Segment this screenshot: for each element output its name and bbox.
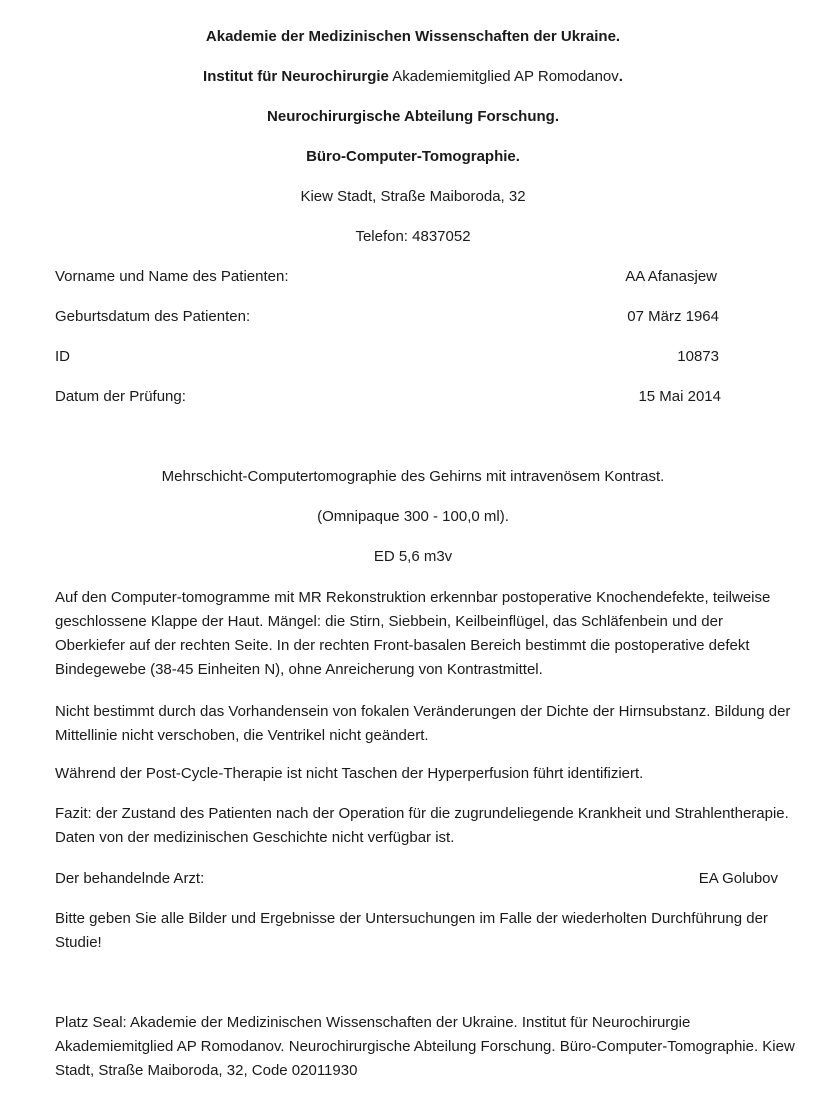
findings-paragraph-1: Auf den Computer-tomogramme mit MR Rekonstruktion erkennbar postoperative Knochendefekte, teilweise geschlossene Klappe der Haut. Mängel: die Stirn, Siebbein, Keilbeinflügel, das Schläfenbein und der Oberkiefer auf der rechten Seite. In der rechten Front-basalen Bereich bestimmt die postoperative defekt Bindegewebe (38-45 Einheiten N), ohne Anreicherung von Kontrastmittel. xyxy=(55,589,771,678)
header-academy: Akademie der Medizinischen Wissenschaften der Ukraine. xyxy=(205,28,621,45)
patient-dob-value: 07 März 1964 xyxy=(627,308,719,325)
header-department: Neurochirurgische Abteilung Forschung. xyxy=(267,108,559,125)
exam-date-label: Datum der Prüfung: xyxy=(55,388,186,405)
exam-date-value: 15 Mai 2014 xyxy=(638,388,721,405)
patient-name-value: AA Afanasjew xyxy=(625,268,717,285)
doctor-label: Der behandelnde Arzt: xyxy=(55,870,205,887)
patient-id-label: ID xyxy=(55,348,70,365)
header-phone: Telefon: 4837052 xyxy=(355,228,471,245)
doctor-name: EA Golubov xyxy=(698,870,778,887)
header-institute-period: . xyxy=(618,68,623,85)
patient-name-label: Vorname und Name des Patienten: xyxy=(55,268,289,285)
header-institute xyxy=(0,68,826,85)
findings-paragraph-2: Nicht bestimmt durch das Vorhandensein von fokalen Veränderungen der Dichte der Hirnsubstanz. Bildung der Mittellinie nicht verschoben, die Ventrikel nicht geändert. xyxy=(55,703,791,744)
header-institute-academician: Akademiemitglied AP Romodanov xyxy=(392,68,619,85)
header-office: Büro-Computer-Tomographie. xyxy=(306,148,520,165)
request-paragraph: Bitte geben Sie alle Bilder und Ergebnisse der Untersuchungen im Falle der wiederholten Durchführung der Studie! xyxy=(55,910,768,951)
header-address: Kiew Stadt, Straße Maiboroda, 32 xyxy=(300,188,526,205)
study-contrast: (Omnipaque 300 - 100,0 ml). xyxy=(317,508,509,525)
header-institute-name: Institut für Neurochirurgie xyxy=(203,68,389,85)
seal-placeholder-text: Platz Seal: Akademie der Medizinischen Wissenschaften der Ukraine. Institut für Neurochirurgie Akademiemitglied AP Romodanov. Neurochirurgische Abteilung Forschung. Büro-Computer-Tomographie. Kiew Stadt, Straße Maiboroda, 32, Code 02011930 xyxy=(55,1014,795,1079)
study-dose: ED 5,6 m3v xyxy=(373,548,453,565)
patient-dob-label: Geburtsdatum des Patienten: xyxy=(55,308,251,325)
findings-paragraph-3: Während der Post-Cycle-Therapie ist nicht Taschen der Hyperperfusion führt identifiziert. xyxy=(55,765,644,782)
patient-id-value: 10873 xyxy=(677,348,719,365)
conclusion-paragraph: Fazit: der Zustand des Patienten nach der Operation für die zugrundeliegende Krankheit und Strahlentherapie. Daten von der medizinischen Geschichte nicht verfügbar ist. xyxy=(55,805,789,846)
study-title: Mehrschicht-Computertomographie des Gehirns mit intravenösem Kontrast. xyxy=(161,468,665,485)
